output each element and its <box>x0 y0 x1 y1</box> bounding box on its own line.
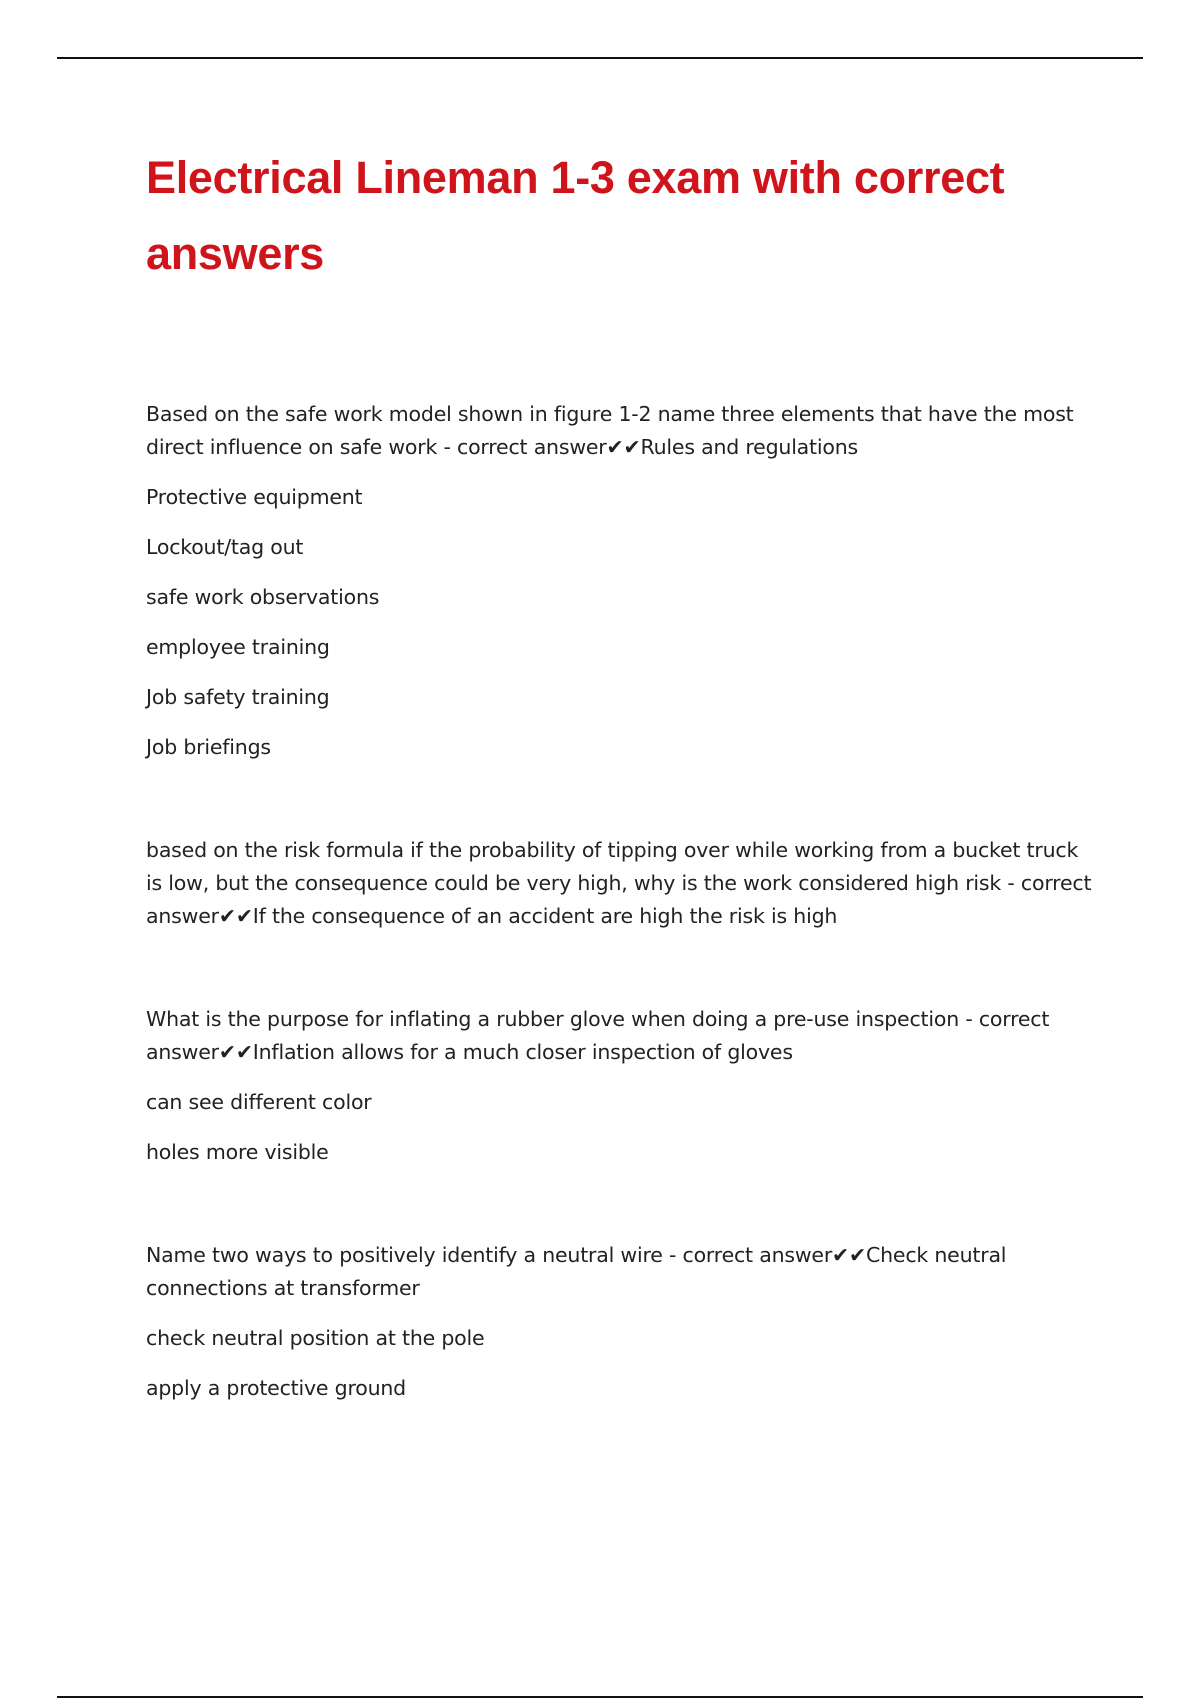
qa-entry <box>146 398 1096 764</box>
answer-line: employee training <box>146 635 330 659</box>
qa-entry <box>146 1003 1096 1169</box>
answer-line: Protective equipment <box>146 485 363 509</box>
answer-line: apply a protective ground <box>146 1376 406 1400</box>
question-text: Name two ways to positively identify a neutral wire - correct answer✔✔Check neutral connections at transformer <box>146 1243 1007 1300</box>
qa-entry <box>146 834 1096 933</box>
answer-line: Job briefings <box>146 735 271 759</box>
question-text: What is the purpose for inflating a rubber glove when doing a pre-use inspection - correct answer✔✔Inflation allows for a much closer inspection of gloves <box>146 1007 1050 1064</box>
question-text: based on the risk formula if the probability of tipping over while working from a bucket truck is low, but the consequence could be very high, why is the work considered high risk - correct answer✔✔If the consequence of an accident are high the risk is high <box>146 838 1092 928</box>
answer-line: check neutral position at the pole <box>146 1326 485 1350</box>
answer-line: holes more visible <box>146 1140 329 1164</box>
document-body <box>146 398 1096 1405</box>
qa-entry <box>146 1239 1096 1405</box>
footer-rule <box>57 1696 1143 1698</box>
answer-line: safe work observations <box>146 585 380 609</box>
header-rule <box>57 57 1143 59</box>
answer-line: can see different color <box>146 1090 372 1114</box>
page-title: Electrical Lineman 1-3 exam with correct answers <box>146 152 1005 279</box>
answer-line: Job safety training <box>146 685 330 709</box>
answer-line: Lockout/tag out <box>146 535 304 559</box>
question-text: Based on the safe work model shown in figure 1-2 name three elements that have the most direct influence on safe work - correct answer✔✔Rules and regulations <box>146 402 1074 459</box>
